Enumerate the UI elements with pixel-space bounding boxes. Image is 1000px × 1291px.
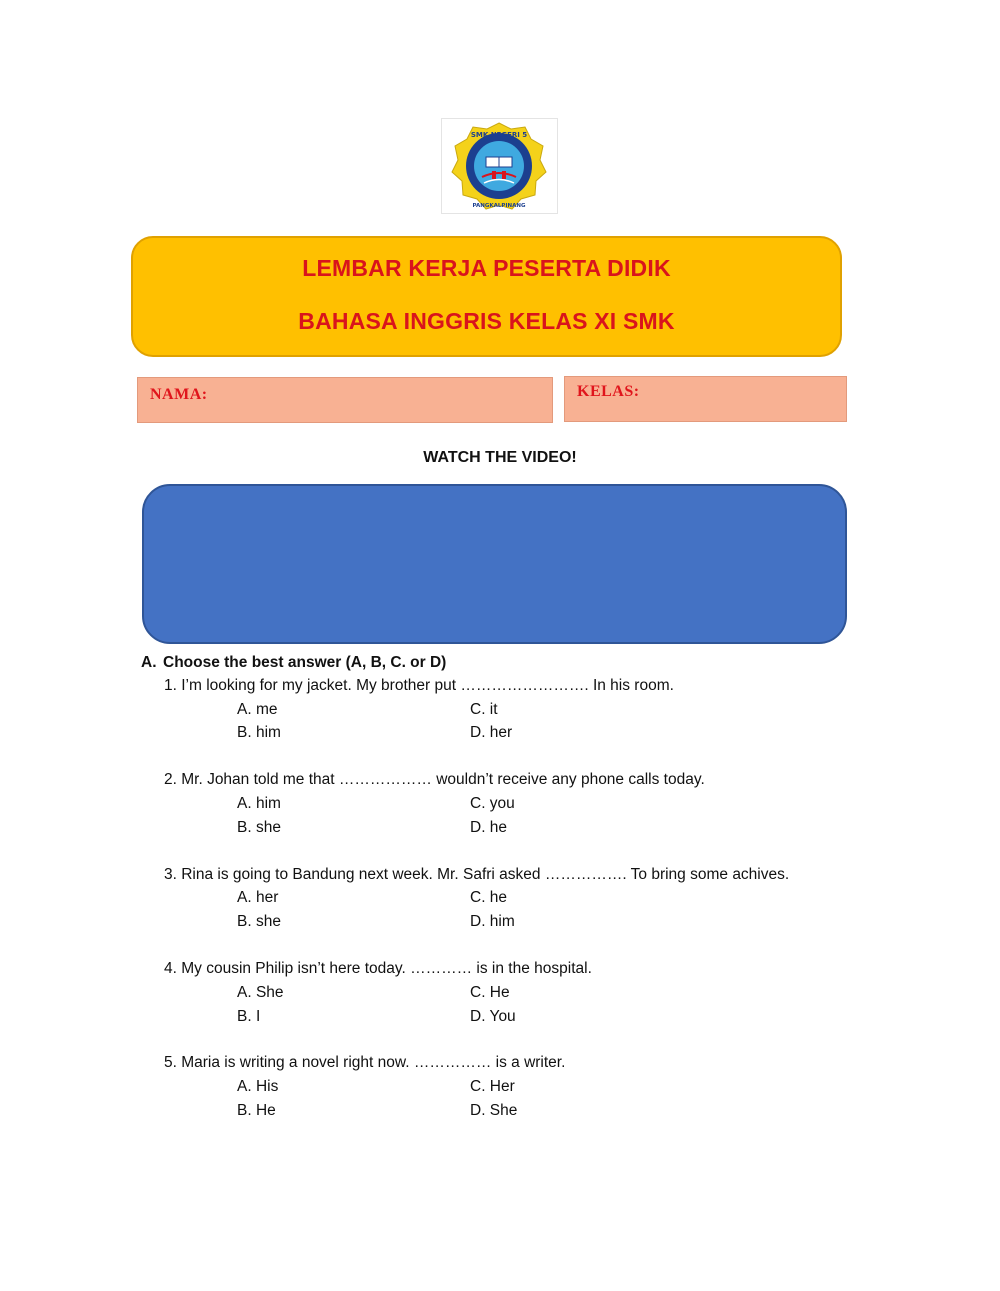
q3-option-c[interactable]: C. he <box>470 889 508 906</box>
q4-option-a[interactable]: A. She <box>237 984 284 1001</box>
section-heading <box>141 654 446 672</box>
q1-option-c[interactable]: C. it <box>470 701 498 718</box>
q2-option-d[interactable]: D. he <box>470 819 508 836</box>
section-instruction: Choose the best answer (A, B, C. or D) <box>163 654 447 671</box>
q2-option-a[interactable]: A. him <box>237 795 281 812</box>
q2-option-b[interactable]: B. she <box>237 819 281 836</box>
section-letter: A. <box>141 654 157 671</box>
question-5: 5. Maria is writing a novel right now. …………… is a writer. <box>164 1054 566 1071</box>
kelas-label: KELAS: <box>577 383 640 400</box>
nama-field[interactable] <box>137 377 553 423</box>
school-emblem-icon <box>442 119 557 213</box>
q5-option-d[interactable]: D. She <box>470 1102 518 1119</box>
kelas-field[interactable] <box>564 376 847 422</box>
worksheet-subtitle: BAHASA INGGRIS KELAS XI SMK <box>298 308 675 334</box>
nama-label: NAMA: <box>150 386 208 403</box>
q3-option-a[interactable]: A. her <box>237 889 279 906</box>
q2-option-c[interactable]: C. you <box>470 795 515 812</box>
question-4: 4. My cousin Philip isn’t here today. ………… is in the hospital. <box>164 960 592 977</box>
school-logo <box>441 118 558 214</box>
q5-option-c[interactable]: C. Her <box>470 1078 515 1095</box>
q3-option-d[interactable]: D. him <box>470 913 515 930</box>
logo-top-text: SMK NEGERI 5 <box>470 131 528 139</box>
q1-option-d[interactable]: D. her <box>470 724 513 741</box>
q4-option-c[interactable]: C. He <box>470 984 510 1001</box>
question-3: 3. Rina is going to Bandung next week. Mr. Safri asked ……………. To bring some achives. <box>164 866 790 883</box>
q5-option-a[interactable]: A. His <box>237 1078 279 1095</box>
title-banner <box>131 236 842 357</box>
watch-video-heading: WATCH THE VIDEO! <box>423 449 577 466</box>
logo-bottom-text: PANGKALPINANG <box>472 203 526 209</box>
question-1: 1. I’m looking for my jacket. My brother put ……………………. In his room. <box>164 677 674 694</box>
video-placeholder[interactable] <box>142 484 847 644</box>
q4-option-b[interactable]: B. I <box>237 1008 261 1025</box>
q3-option-b[interactable]: B. she <box>237 913 281 930</box>
q4-option-d[interactable]: D. You <box>470 1008 516 1025</box>
question-2: 2. Mr. Johan told me that ……………… wouldn’t receive any phone calls today. <box>164 771 705 788</box>
worksheet-title: LEMBAR KERJA PESERTA DIDIK <box>302 255 671 281</box>
q5-option-b[interactable]: B. He <box>237 1102 276 1119</box>
q1-option-a[interactable]: A. me <box>237 701 278 718</box>
q1-option-b[interactable]: B. him <box>237 724 281 741</box>
